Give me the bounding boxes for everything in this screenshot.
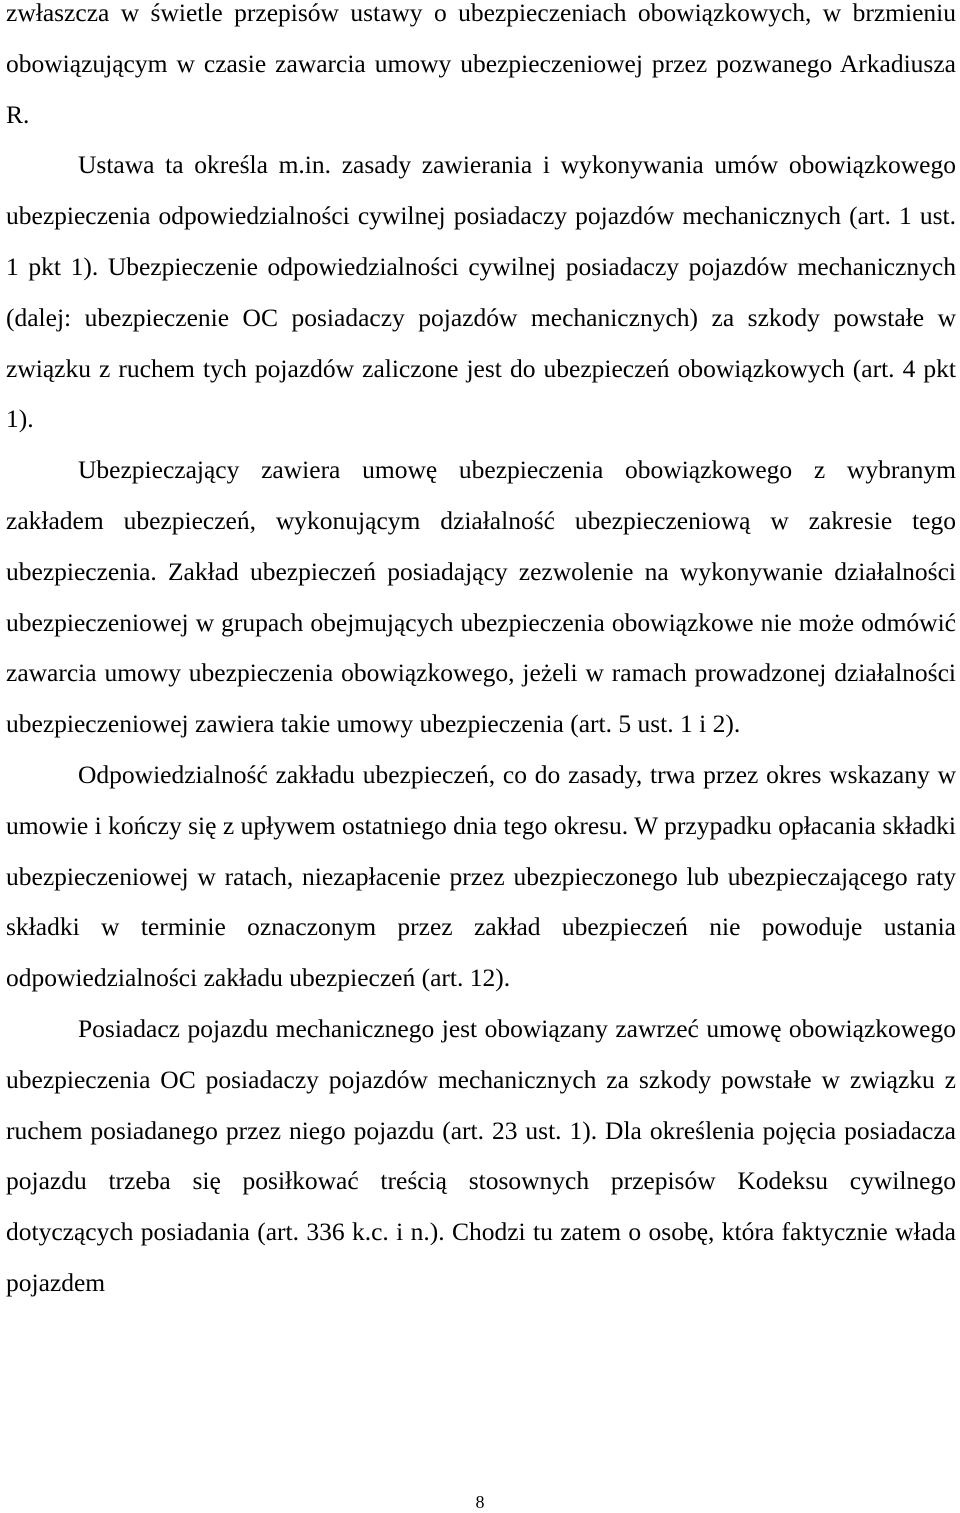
- paragraph-insurer-liability: Odpowiedzialność zakładu ubezpieczeń, co do zasady, trwa przez okres wskazany w umowie i kończy się z upływem ostatniego dnia tego okresu. W przypadku opłacania składki ubezpieczeniowej w ratach, niezapłacenie przez ubezpieczonego lub ubezpieczającego raty składki w terminie oznaczonym przez zakład ubezpieczeń nie powoduje ustania odpowiedzialności zakładu ubezpieczeń (art. 12).: [6, 759, 956, 993]
- paragraph-continuation: zwłaszcza w świetle przepisów ustawy o ubezpieczeniach obowiązkowych, w brzmieniu obowiązującym w czasie zawarcia umowy ubezpieczeniowej przez pozwanego Arkadiusza R.: [6, 0, 956, 129]
- paragraph-vehicle-holder: Posiadacz pojazdu mechanicznego jest obowiązany zawrzeć umowę obowiązkowego ubezpieczenia OC posiadaczy pojazdów mechanicznych za szkody powstałe w związku z ruchem posiadanego przez niego pojazdu (art. 23 ust. 1). Dla określenia pojęcia posiadacza pojazdu trzeba się posiłkować treścią stosownych przepisów Kodeksu cywilnego dotyczących posiadania (art. 336 k.c. i n.). Chodzi tu zatem o osobę, która faktycznie włada pojazdem: [6, 1013, 956, 1297]
- paragraph-act-scope: Ustawa ta określa m.in. zasady zawierania i wykonywania umów obowiązkowego ubezpieczenia odpowiedzialności cywilnej posiadaczy pojazdów mechanicznych (art. 1 ust. 1 pkt 1). Ubezpieczenie odpowiedzialności cywilnej posiadaczy pojazdów mechanicznych (dalej: ubezpieczenie OC posiadaczy pojazdów mechanicznych) za szkody powstałe w związku z ruchem tych pojazdów zaliczone jest do ubezpieczeń obowiązkowych (art. 4 pkt 1).: [6, 150, 956, 434]
- document-page: [6, 0, 956, 1309]
- paragraph-policyholder-contract: Ubezpieczający zawiera umowę ubezpieczenia obowiązkowego z wybranym zakładem ubezpieczeń, wykonującym działalność ubezpieczeniową w zakresie tego ubezpieczenia. Zakład ubezpieczeń posiadający zezwolenie na wykonywanie działalności ubezpieczeniowej w grupach obejmujących ubezpieczenia obowiązkowe nie może odmówić zawarcia umowy ubezpieczenia obowiązkowego, jeżeli w ramach prowadzonej działalności ubezpieczeniowej zawiera takie umowy ubezpieczenia (art. 5 ust. 1 i 2).: [6, 455, 956, 739]
- page-number: 8: [475, 1492, 485, 1512]
